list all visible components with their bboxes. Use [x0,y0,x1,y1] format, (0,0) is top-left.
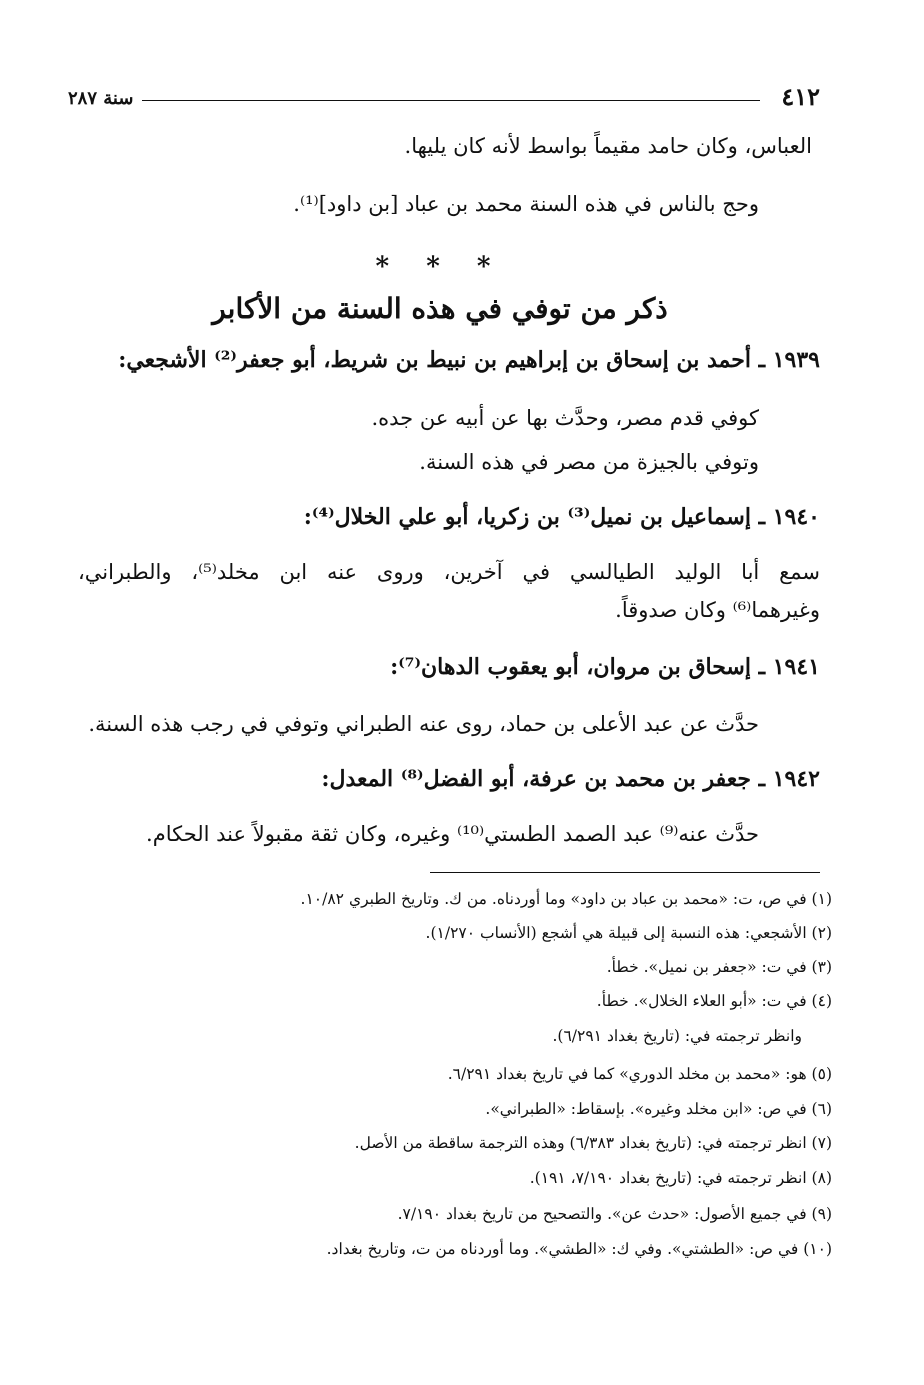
body-line: حدَّث عن عبد الأعلى بن حماد، روى عنه الطبراني وتوفي في رجب هذه السنة. [88,712,759,736]
footnote: (٢) الأشجعي: هذه النسبة إلى قبيلة هي أشجع (الأنساب ١/٢٧٠). [425,924,832,942]
footnote: (٦) في ص: «ابن مخلد وغيره». بإسقاط: «الطبراني». [485,1100,832,1118]
body-line: سمع أبا الوليد الطيالسي في آخرين، وروى عنه ابن مخلد⁽⁵⁾، والطبراني، [78,560,820,584]
body-line: وتوفي بالجيزة من مصر في هذه السنة. [419,450,759,474]
footnote: (٥) هو: «محمد بن مخلد الدوري» كما في تاريخ بغداد ٦/٢٩١. [447,1065,832,1083]
body-line: وحج بالناس في هذه السنة محمد بن عباد [بن داود]⁽¹⁾. [293,192,759,216]
header-rule [142,100,760,101]
entry-heading-1941: ١٩٤١ ـ إسحاق بن مروان، أبو يعقوب الدهان⁽⁷⁾: [390,654,820,680]
footnote: (١٠) في ص: «الطشتي». وفي ك: «الطشي». وما أوردناه من ت، وتاريخ بغداد. [326,1240,832,1258]
footnote: (٨) انظر ترجمته في: (تاريخ بغداد ٧/١٩٠، ١٩١). [529,1169,832,1187]
footnote: وانظر ترجمته في: (تاريخ بغداد ٦/٢٩١). [552,1027,802,1045]
running-header [68,82,820,118]
entry-heading-1942: ١٩٤٢ ـ جعفر بن محمد بن عرفة، أبو الفضل⁽⁸⁾ المعدل: [321,766,820,792]
body-line: العباس، وكان حامد مقيماً بواسط لأنه كان يليها. [404,134,812,158]
footnote: (٧) انظر ترجمته في: (تاريخ بغداد ٦/٣٨٣) وهذه الترجمة ساقطة من الأصل. [354,1134,832,1152]
entry-heading-1939: ١٩٣٩ ـ أحمد بن إسحاق بن إبراهيم بن نبيط بن شريط، أبو جعفر⁽²⁾ الأشجعي: [118,347,820,373]
year-label: سنة ٢٨٧ [68,88,134,109]
body-line: حدَّث عنه⁽⁹⁾ عبد الصمد الطستي⁽¹⁰⁾ وغيره، وكان ثقة مقبولاً عند الحكام. [146,822,759,846]
footnote: (٣) في ت: «جعفر بن نميل». خطأ. [606,958,832,976]
section-title: ذكر من توفي في هذه السنة من الأكابر [212,292,668,325]
page-number: ٤١٢ [781,82,820,111]
body-line: وغيرهما⁽⁶⁾ وكان صدوقاً. [615,598,820,622]
footnote: (٩) في جميع الأصول: «حدث عن». والتصحيح من تاريخ بغداد ٧/١٩٠. [397,1205,832,1223]
footnote: (٤) في ت: «أبو العلاء الخلال». خطأ. [596,992,832,1010]
entry-heading-1940: ١٩٤٠ ـ إسماعيل بن نميل⁽³⁾ بن زكريا، أبو علي الخلال⁽⁴⁾: [303,504,820,530]
footnote-rule [430,872,820,873]
section-separator: * * * [375,252,505,282]
footnote: (١) في ص، ت: «محمد بن عباد بن داود» وما أوردناه. من ك. وتاريخ الطبري ١٠/٨٢. [300,890,832,908]
body-line: كوفي قدم مصر، وحدَّث بها عن أبيه عن جده. [371,406,759,430]
